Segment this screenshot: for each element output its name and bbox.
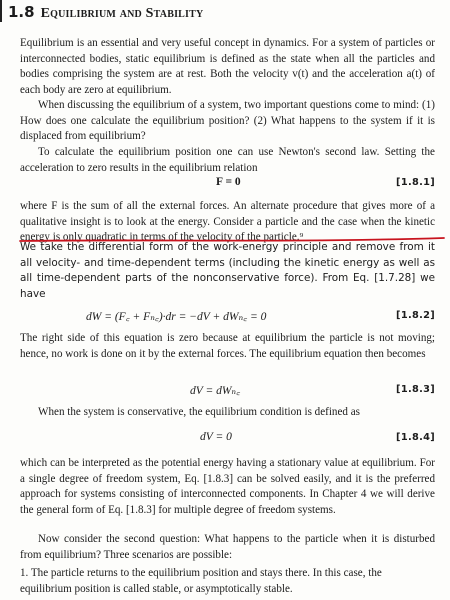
list-item-1: 1. The particle returns to the equilibrium position and stays there. In this case, the equilibrium position is called stable, or asymptotically stable. [20, 567, 382, 595]
paragraph-9: Now consider the second question: What happens to the particle when it is disturbed from equilibrium? Three scenarios are possible: [20, 533, 435, 561]
equation-4-row [20, 431, 435, 447]
equation-4: dV = 0 [200, 431, 232, 443]
equation-1-row [20, 176, 435, 192]
paragraph-6: The right side of this equation is zero because at equilibrium the particle is not moving; hence, no work is done on it by the external forces. The equilibrium equation then becomes [20, 332, 435, 360]
equation-1: F = 0 [216, 176, 241, 188]
equation-2-row [20, 309, 435, 325]
paragraph-7: When the system is conservative, the equilibrium condition is defined as [38, 406, 360, 418]
paragraph-5: We take the differential form of the work-energy principle and remove from it all velocity- and time-dependent terms (including the kinetic energy as well as all time-dependent parts of the nonconservative force). From Eq. [1.7.28] we have [20, 241, 435, 300]
paragraph-3: To calculate the equilibrium position one can use Newton's second law. Setting the acceleration to zero results in the equilibrium relation [20, 146, 435, 174]
equation-1-label: [1.8.1] [396, 177, 435, 188]
margin-rule [0, 0, 2, 22]
equation-4-label: [1.8.4] [396, 432, 435, 443]
section-title: Equilibrium and Stability [40, 6, 204, 21]
equation-3: dV = dWₙ꜀ [190, 385, 241, 397]
section-number: 1.8 [8, 3, 35, 21]
paragraph-1: Equilibrium is an essential and very useful concept in dynamics. For a system of particles or interconnected bodies, static equilibrium is defined as the state when all the particles and bodies comprising the system are at rest. Both the velocity v(t) and the acceleration a(t) of each body are zero at equilibrium. [20, 37, 435, 96]
equation-2: dW = (F꜀ + Fₙ꜀)·dr = −dV + dWₙ꜀ = 0 [86, 311, 267, 323]
paragraph-4: where F is the sum of all the external forces. An alternate procedure that gives more of a qualitative insight is to look at the energy. Consider a particle and the case when the kinetic energy is only quadratic in terms of the velocity of the particle.⁹ [20, 200, 435, 244]
equation-3-label: [1.8.3] [396, 384, 435, 395]
section-heading [8, 3, 203, 22]
equation-3-row [20, 383, 435, 399]
paragraph-2: When discussing the equilibrium of a system, two important questions come to mind: (1) How does one calculate the equilibrium position? (2) What happens to the system if it is displaced from equilibrium? [20, 99, 435, 143]
equation-2-label: [1.8.2] [396, 310, 435, 321]
paragraph-8: which can be interpreted as the potential energy having a stationary value at equilibrium. For a single degree of freedom system, Eq. [1.8.3] can be solved easily, and it is the preferred approach for systems consisting of interconnected components. In Chapter 4 we will derive the general form of Eq. [1.8.3] for multiple degree of freedom systems. [20, 457, 435, 516]
